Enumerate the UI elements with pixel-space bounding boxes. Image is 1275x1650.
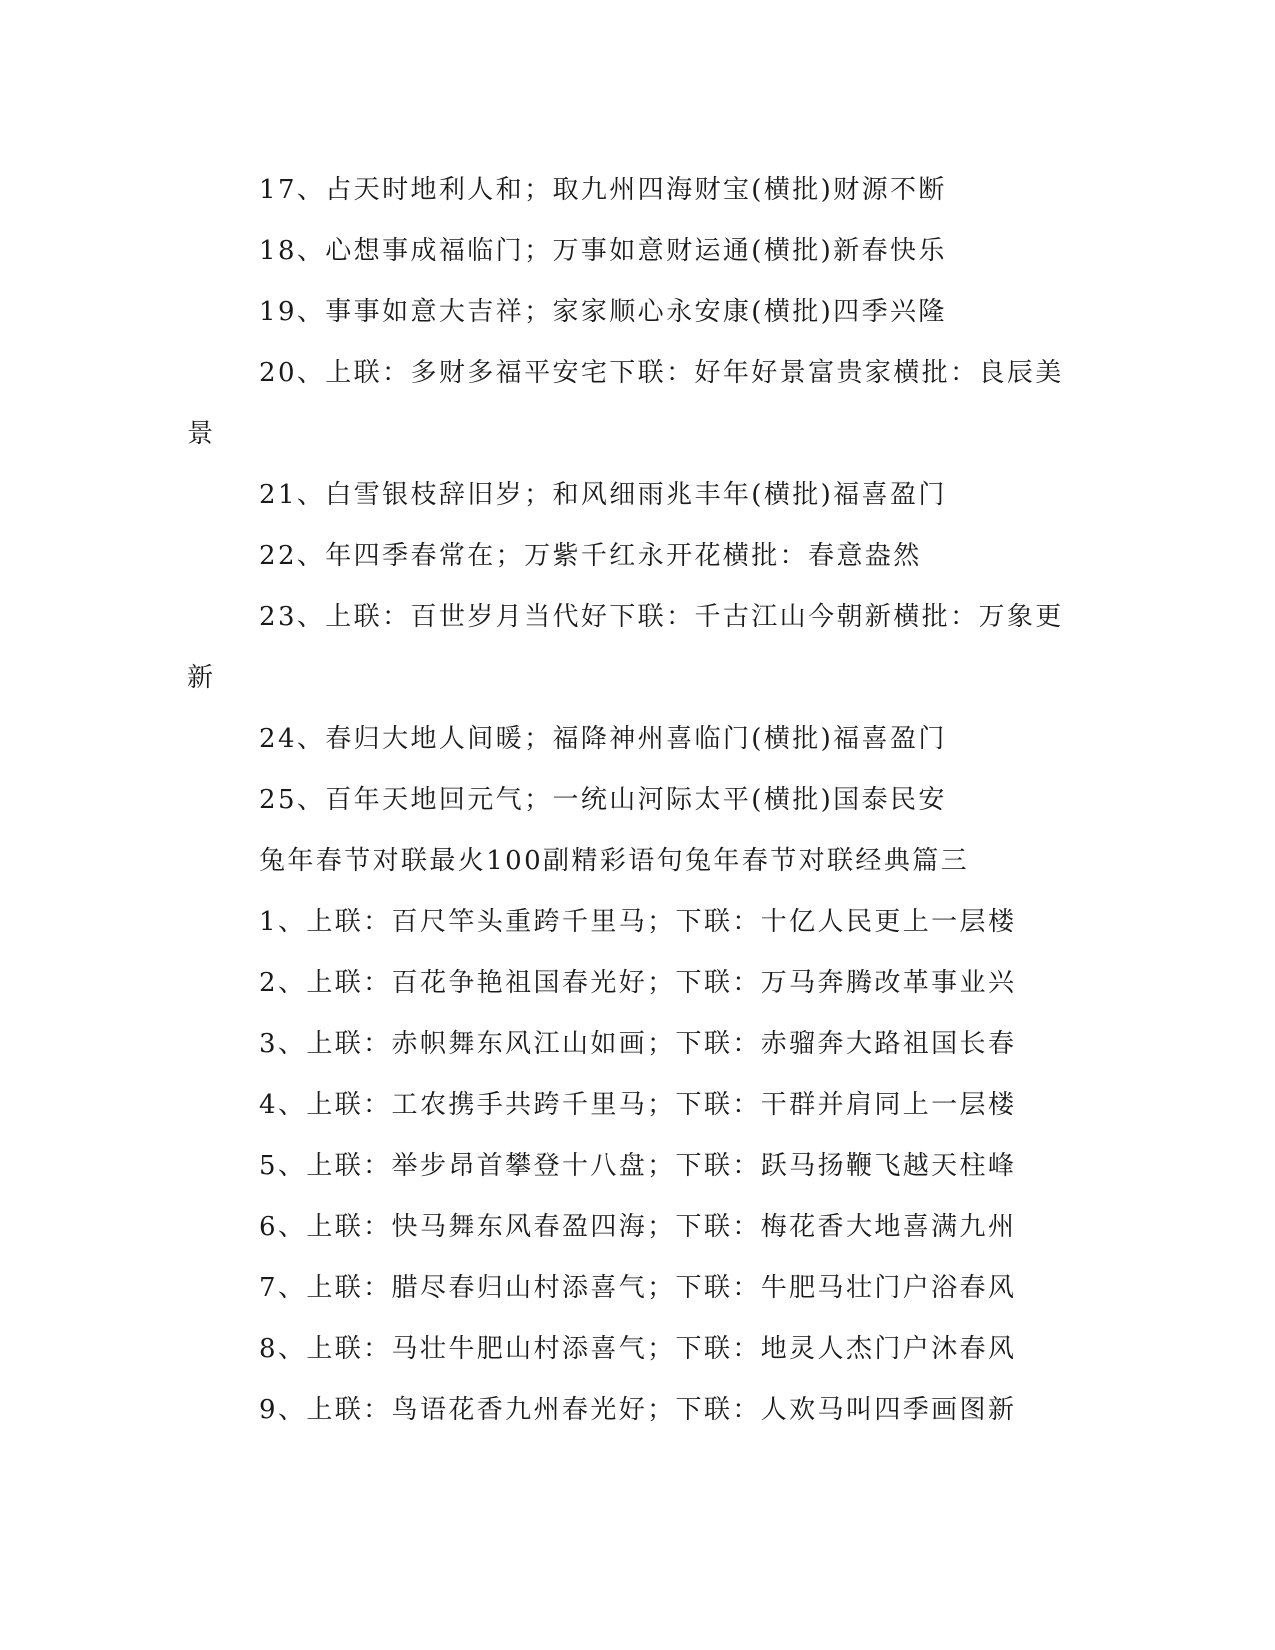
text-line: 8、上联：马壮牛肥山村添喜气；下联：地灵人杰门户沐春风 xyxy=(259,1334,1017,1364)
text-line: 18、心想事成福临门；万事如意财运通(横批)新春快乐 xyxy=(259,236,947,266)
text-line: 25、百年天地回元气；一统山河际太平(横批)国泰民安 xyxy=(259,785,947,815)
text-line-continuation: 景 xyxy=(187,419,216,449)
text-line: 6、上联：快马舞东风春盈四海；下联：梅花香大地喜满九州 xyxy=(259,1212,1017,1242)
text-line: 22、年四季春常在；万紫千红永开花横批：春意盎然 xyxy=(259,541,922,571)
text-line: 24、春归大地人间暖；福降神州喜临门(横批)福喜盈门 xyxy=(259,724,947,754)
section-heading: 兔年春节对联最火100副精彩语句兔年春节对联经典篇三 xyxy=(259,846,970,876)
text-line: 9、上联：鸟语花香九州春光好；下联：人欢马叫四季画图新 xyxy=(259,1395,1017,1425)
text-line: 20、上联：多财多福平安宅下联：好年好景富贵家横批：良辰美 xyxy=(259,358,1064,388)
text-line: 19、事事如意大吉祥；家家顺心永安康(横批)四季兴隆 xyxy=(259,297,947,327)
text-line-continuation: 新 xyxy=(187,663,216,693)
text-line: 17、占天时地利人和；取九州四海财宝(横批)财源不断 xyxy=(259,175,947,205)
body-text xyxy=(187,160,1087,1441)
text-line: 1、上联：百尺竿头重跨千里马；下联：十亿人民更上一层楼 xyxy=(259,907,1017,937)
text-line: 2、上联：百花争艳祖国春光好；下联：万马奔腾改革事业兴 xyxy=(259,968,1017,998)
text-line: 23、上联：百世岁月当代好下联：千古江山今朝新横批：万象更 xyxy=(259,602,1064,632)
text-line: 5、上联：举步昂首攀登十八盘；下联：跃马扬鞭飞越天柱峰 xyxy=(259,1151,1017,1181)
text-line: 21、白雪银枝辞旧岁；和风细雨兆丰年(横批)福喜盈门 xyxy=(259,480,947,510)
text-line: 7、上联：腊尽春归山村添喜气；下联：牛肥马壮门户浴春风 xyxy=(259,1273,1017,1303)
text-line: 3、上联：赤帜舞东风江山如画；下联：赤骝奔大路祖国长春 xyxy=(259,1029,1017,1059)
text-line: 4、上联：工农携手共跨千里马；下联：干群并肩同上一层楼 xyxy=(259,1090,1017,1120)
